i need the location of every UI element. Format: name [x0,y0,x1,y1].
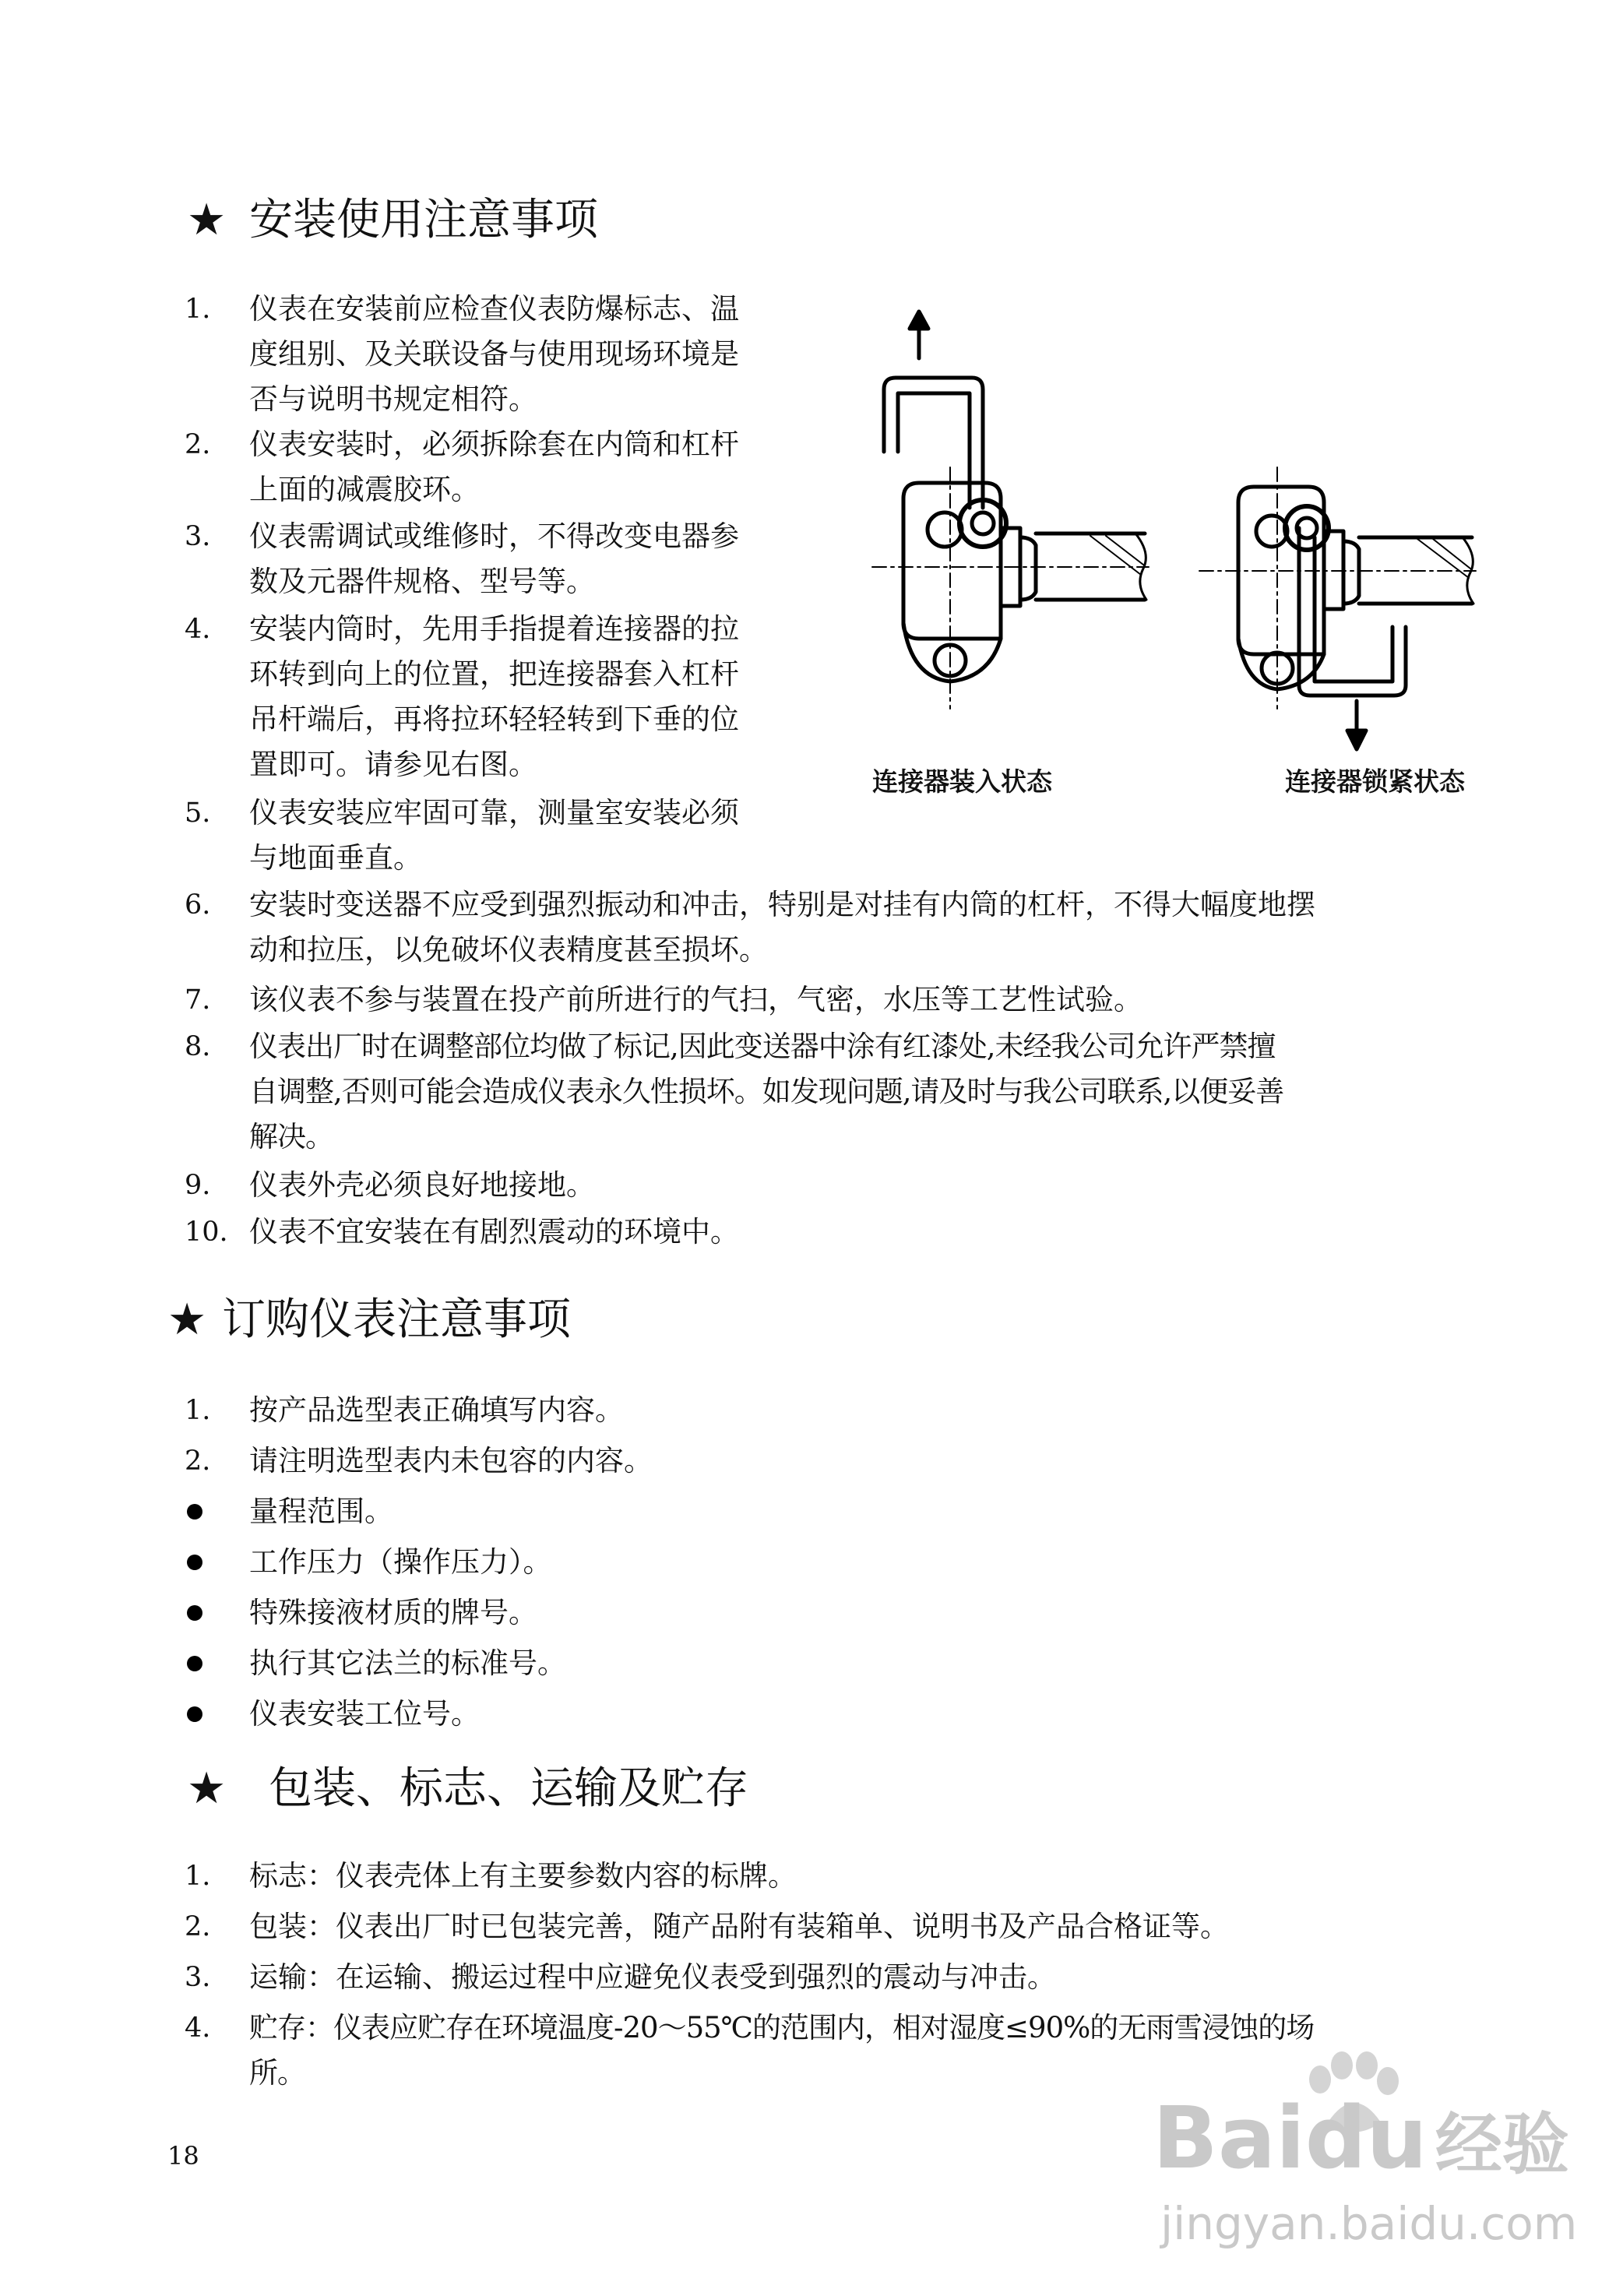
figure-caption-right: 连接器锁紧状态 [1285,766,1465,797]
item-number: 4. [185,614,211,645]
item-number: 10. [185,1217,228,1248]
item-line: 仪表外壳必须良好地接地。 [249,1168,595,1202]
item-number: 1. [185,294,211,325]
watermark-brand-2: du [1304,2088,1428,2188]
bullet-icon [187,1605,202,1621]
connector-diagram [857,304,1495,787]
bullet-icon [187,1555,202,1570]
item-line: 否与说明书规定相符。 [249,382,537,416]
list-item [249,1210,739,1255]
item-number: 1. [185,1861,211,1892]
list-item [249,1024,1283,1160]
item-line: 环转到向上的位置，把连接器套入杠杆 [249,657,739,691]
item-line: 包装：仪表出厂时已包装完善，随产品附有装箱单、说明书及产品合格证等。 [249,1910,1229,1943]
bullet-item: 执行其它法兰的标准号。 [249,1646,566,1680]
item-line: 吊杆端后，再将拉环轻轻转到下垂的位 [249,703,739,736]
item-line: 自调整,否则可能会造成仪表永久性损坏。如发现问题,请及时与我公司联系,以便妥善 [249,1075,1284,1108]
section-title: 安装使用注意事项 [249,195,598,245]
section-heading [187,193,598,248]
connector-body [903,483,1001,639]
item-line: 数及元器件规格、型号等。 [249,565,595,598]
item-line: 安装内筒时，先用手指提着连接器的拉 [249,612,739,646]
page-number: 18 [167,2141,199,2171]
bullet-icon [187,1504,202,1520]
watermark-url: jingyan.baidu.com [1160,2197,1578,2250]
item-line: 仪表安装时，必须拆除套在内筒和杠杆 [249,428,739,461]
item-number: 3. [185,521,211,552]
item-number: 6. [185,889,211,921]
section-title: 订购仪表注意事项 [222,1294,571,1345]
item-line: 置即可。请参见右图。 [249,748,537,781]
item-line: 上面的减震胶环。 [249,473,480,506]
bullet-item: 特殊接液材质的牌号。 [249,1596,537,1629]
item-line: 仪表在安装前应检查仪表防爆标志、温 [249,292,739,326]
item-line: 贮存：仪表应贮存在环境温度-20～55℃的范围内，相对湿度≤90%的无雨雪浸蚀的场 [249,2011,1315,2044]
item-line: 度组别、及关联设备与使用现场环境是 [249,337,739,371]
item-line: 仪表出厂时在调整部位均做了标记,因此变送器中涂有红漆处,未经我公司允许严禁擅 [249,1030,1276,1063]
item-line: 标志：仪表壳体上有主要参数内容的标牌。 [249,1859,797,1893]
item-line: 该仪表不参与装置在投产前所进行的气扫，气密，水压等工艺性试验。 [249,983,1142,1016]
list-item [249,1854,797,1899]
item-line: 仪表安装应牢固可靠，测量室安装必须 [249,796,739,829]
list-item [249,514,739,604]
arrow-up-icon [910,312,928,358]
list-item [249,287,739,422]
item-line: 与地面垂直。 [249,841,422,875]
section-title: 包装、标志、运输及贮存 [269,1763,748,1814]
watermark-brand: Bai [1153,2088,1305,2188]
bullet-item: 仪表安装工位号。 [249,1697,480,1731]
item-line: 解决。 [249,1120,333,1153]
item-line: 安装时变送器不应受到强烈振动和冲击，特别是对挂有内筒的杠杆，不得大幅度地摆 [249,888,1315,921]
list-item [249,791,739,881]
list-item [249,607,739,787]
list-item [249,1955,1056,2000]
bullet-icon [187,1656,202,1671]
list-item [249,422,739,512]
item-line: 运输：在运输、搬运过程中应避免仪表受到强烈的震动与冲击。 [249,1960,1056,1994]
item-number: 2. [185,1911,211,1942]
list-item: 请注明选型表内未包容的内容。 [249,1444,653,1477]
bullet-item: 量程范围。 [249,1495,393,1528]
item-number: 3. [185,1962,211,1993]
item-number: 9. [185,1170,211,1201]
star-icon: ★ [167,1294,207,1345]
list-item [249,882,1315,973]
watermark [1153,2048,1612,2282]
list-item [249,1904,1229,1949]
star-icon: ★ [187,1763,227,1814]
list-item [249,1163,595,1208]
figure-caption-left: 连接器装入状态 [872,766,1052,797]
item-number: 4. [185,2013,211,2044]
item-line: 仪表需调试或维修时，不得改变电器参 [249,519,739,553]
item-number: 2. [185,429,211,460]
star-icon: ★ [187,195,227,245]
item-number: 8. [185,1031,211,1062]
item-line: 仪表不宜安装在有剧烈震动的环境中。 [249,1215,739,1248]
arrow-down-icon [1347,701,1366,749]
bullet-item: 工作压力（操作压力）。 [249,1545,552,1579]
section-heading [187,1762,748,1816]
item-number: 7. [185,984,211,1016]
item-line: 所。 [249,2056,305,2090]
item-line: 动和拉压，以免破坏仪表精度甚至损坏。 [249,933,768,967]
item-number: 2. [185,1446,211,1477]
bullet-icon [187,1706,202,1722]
list-item [249,977,1142,1023]
section-heading [167,1293,571,1347]
list-item: 按产品选型表正确填写内容。 [249,1393,624,1427]
item-number: 1. [185,1395,211,1426]
watermark-cn: 经验 [1435,2106,1569,2184]
item-number: 5. [185,798,211,829]
